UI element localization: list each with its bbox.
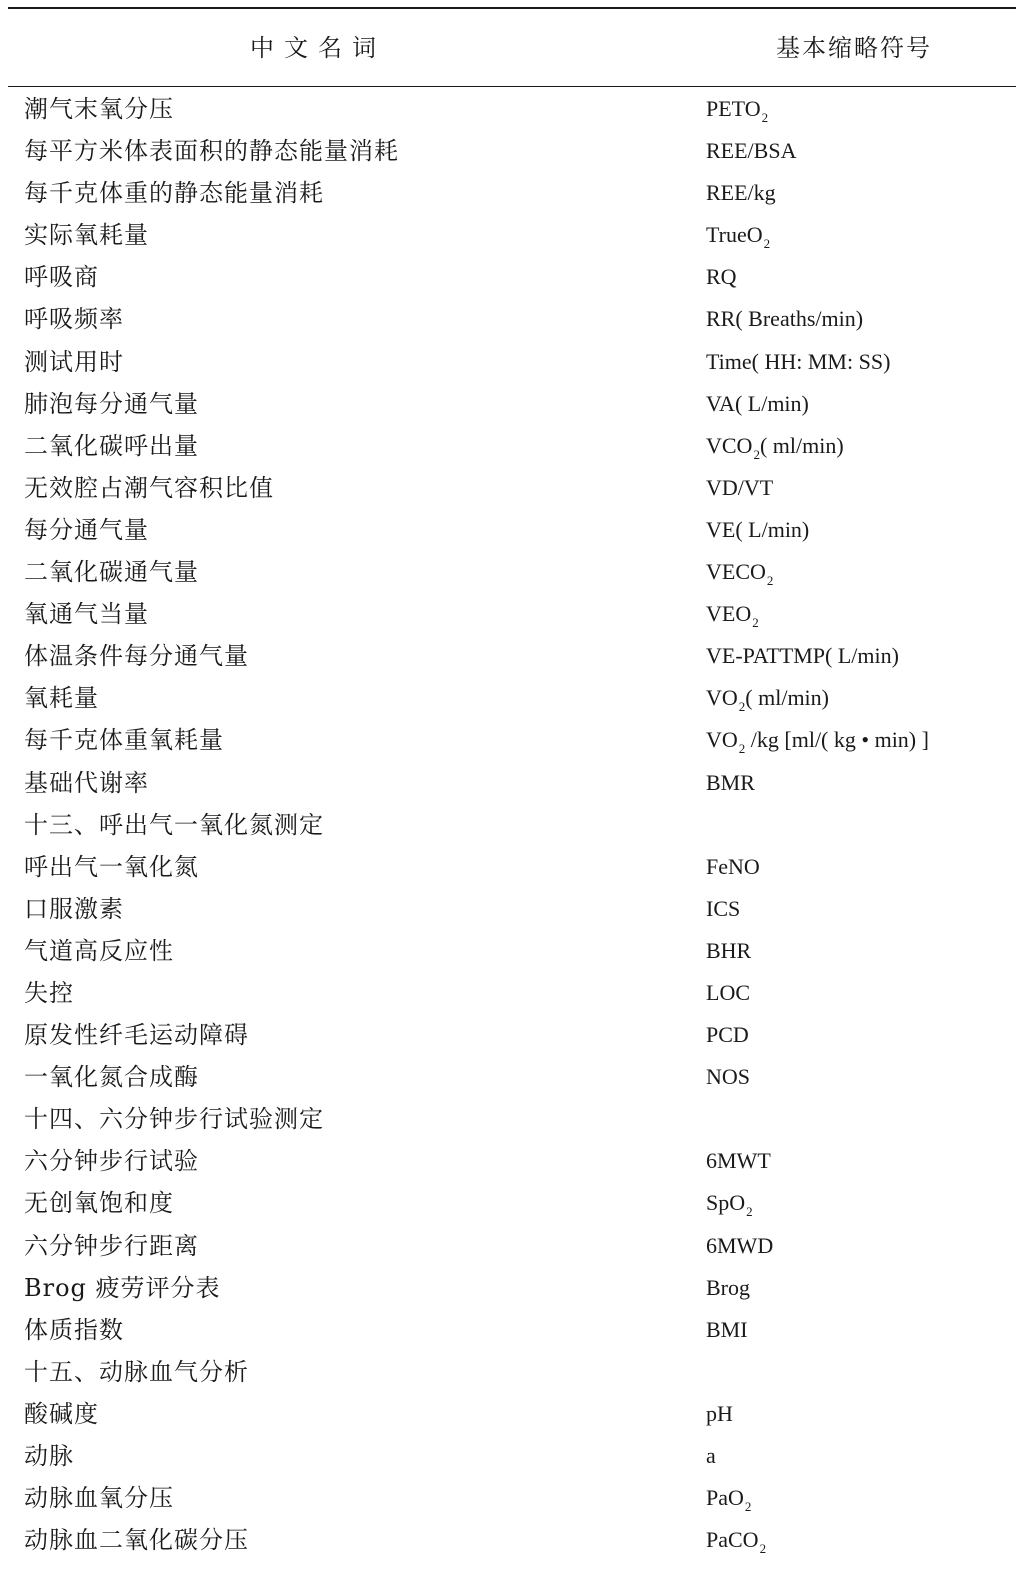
table-row [0, 1351, 1024, 1393]
abbreviation-main: TrueO [706, 222, 763, 248]
table-row [0, 130, 1024, 172]
abbreviation [706, 930, 751, 972]
abbreviation [706, 1477, 751, 1519]
chinese-term: 无效腔占潮气容积比值 [24, 473, 274, 502]
table-row [0, 1519, 1024, 1561]
abbreviation-main: FeNO [706, 853, 760, 879]
table-row [0, 635, 1024, 677]
abbreviation-main: ICS [706, 895, 741, 921]
abbreviation-subscript: 2 [753, 446, 760, 462]
chinese-term: 六分钟步行试验 [24, 1147, 199, 1176]
table-row [0, 846, 1024, 888]
abbreviation-main: VD/VT [706, 474, 774, 500]
table-row [0, 593, 1024, 635]
chinese-term: 原发性纤毛运动障碍 [24, 1021, 249, 1050]
table-row [0, 804, 1024, 846]
abbreviation-main: PCD [706, 1022, 749, 1048]
chinese-term: 气道高反应性 [24, 936, 174, 965]
chinese-term: 二氧化碳呼出量 [24, 431, 199, 460]
abbreviation-main: pH [706, 1400, 733, 1426]
abbreviation [706, 972, 750, 1014]
table-header-rule [8, 86, 1016, 87]
abbreviation-main: VEO [706, 601, 752, 627]
chinese-term: 二氧化碳通气量 [24, 558, 199, 587]
table-row [0, 1140, 1024, 1182]
table-row [0, 1393, 1024, 1435]
chinese-term: 氧通气当量 [24, 600, 149, 629]
table-row [0, 425, 1024, 467]
abbreviation-main: Time( HH: MM: SS) [706, 348, 891, 374]
abbreviation-main: BHR [706, 937, 752, 963]
abbreviation [706, 719, 929, 761]
chinese-term: 实际氧耗量 [24, 221, 149, 250]
table-row [0, 214, 1024, 256]
abbreviation [706, 383, 809, 425]
abbreviation [706, 1519, 766, 1561]
abbreviation-main: RQ [706, 264, 737, 290]
table-row [0, 383, 1024, 425]
table-top-rule [8, 7, 1016, 9]
abbreviation [706, 1393, 733, 1435]
abbreviation [706, 172, 776, 214]
abbreviation-main: SpO [706, 1190, 746, 1216]
abbreviation-main: REE/BSA [706, 138, 797, 164]
abbreviation [706, 1435, 716, 1477]
chinese-term: 潮气末氧分压 [24, 95, 174, 123]
chinese-term: 十三、呼出气一氧化氮测定 [24, 810, 324, 839]
chinese-term: 每分通气量 [24, 515, 149, 544]
abbreviation-subscript: 2 [738, 741, 746, 757]
abbreviation-main: BMI [706, 1316, 748, 1342]
chinese-term: 呼吸商 [24, 263, 99, 292]
abbreviation-subscript: 2 [759, 1541, 767, 1557]
table-row [0, 972, 1024, 1014]
chinese-term: 十四、六分钟步行试验测定 [24, 1105, 324, 1134]
chinese-term: 口服激素 [24, 894, 124, 923]
abbreviation-main: VE-PATTMP( L/min) [706, 643, 899, 669]
chinese-term: 十五、动脉血气分析 [24, 1357, 249, 1386]
table-row [0, 930, 1024, 972]
table-header [0, 26, 1024, 70]
table-row [0, 1098, 1024, 1140]
table-row [0, 1309, 1024, 1351]
abbreviation [706, 509, 809, 551]
table-row [0, 1477, 1024, 1519]
abbreviation-subscript: 2 [763, 236, 771, 252]
chinese-term: 呼出气一氧化氮 [24, 852, 199, 881]
chinese-term: 每千克体重的静态能量消耗 [24, 179, 324, 208]
chinese-term: 动脉 [24, 1442, 74, 1470]
table-row [0, 341, 1024, 383]
abbreviation-main: VA( L/min) [706, 390, 809, 416]
chinese-term: 肺泡每分通气量 [24, 389, 199, 418]
abbreviation-subscript: 2 [744, 1499, 752, 1515]
abbreviation [706, 1182, 753, 1224]
abbreviation-main: 6MWT [706, 1148, 771, 1174]
chinese-term: Brog 疲劳评分表 [24, 1273, 221, 1302]
table-row [0, 888, 1024, 930]
abbreviation-subscript: 2 [746, 1204, 753, 1220]
chinese-term: 体质指数 [24, 1315, 124, 1344]
abbreviation-main: RR( Breaths/min) [706, 306, 864, 332]
abbreviation [706, 888, 740, 930]
abbreviation [706, 677, 829, 719]
abbreviation [706, 425, 844, 467]
abbreviation-main: PaO [706, 1485, 744, 1511]
chinese-term: 测试用时 [24, 347, 124, 376]
abbreviation [706, 846, 760, 888]
abbreviation-main: a [706, 1443, 716, 1468]
abbreviation [706, 635, 899, 677]
chinese-term: 酸碱度 [24, 1399, 99, 1428]
table-row [0, 509, 1024, 551]
chinese-term: 无创氧饱和度 [24, 1189, 174, 1218]
abbreviation-main: VE( L/min) [706, 516, 810, 542]
abbreviation-main: NOS [706, 1064, 751, 1090]
abbreviation [706, 341, 890, 383]
abbreviation [706, 551, 773, 593]
abbreviation [706, 467, 773, 509]
chinese-term: 一氧化氮合成酶 [24, 1063, 199, 1092]
abbreviation-subscript: 2 [752, 615, 759, 631]
chinese-term: 基础代谢率 [24, 768, 149, 797]
table-row [0, 1182, 1024, 1224]
column-header-abbreviation: 基本缩略符号 [776, 34, 932, 62]
abbreviation-main: Brog [706, 1274, 750, 1300]
abbreviation [706, 1267, 750, 1309]
abbreviation [706, 1056, 750, 1098]
table-row [0, 1014, 1024, 1056]
chinese-term: 每平方米体表面积的静态能量消耗 [24, 137, 399, 166]
abbreviation-main: BMR [706, 769, 755, 795]
chinese-term: 动脉血氧分压 [24, 1484, 174, 1513]
abbreviation-suffix: ( ml/min) [745, 685, 829, 711]
table-row [0, 1056, 1024, 1098]
abbreviation [706, 762, 755, 804]
abbreviation-main: PaCO [706, 1527, 759, 1553]
abbreviation [706, 1014, 749, 1056]
chinese-term: 失控 [24, 978, 74, 1007]
table-row [0, 1225, 1024, 1267]
abbreviation-suffix: /kg [ml/( kg • min) ] [745, 727, 929, 753]
abbreviation-main: REE/kg [706, 180, 776, 206]
column-header-chinese-term: 中文名词 [250, 34, 386, 62]
abbreviation [706, 130, 796, 172]
abbreviation-main: VO [706, 727, 738, 753]
abbreviation-main: 6MWD [706, 1232, 774, 1258]
chinese-term: 体温条件每分通气量 [24, 642, 249, 671]
abbreviation-subscript: 2 [766, 573, 774, 589]
table-row [0, 677, 1024, 719]
table-body [0, 88, 1024, 1561]
table-row [0, 172, 1024, 214]
abbreviation [706, 298, 863, 340]
abbreviation-subscript: 2 [761, 110, 769, 125]
table-row [0, 719, 1024, 761]
abbreviation [706, 593, 759, 635]
abbreviation-main: VO [706, 685, 738, 711]
abbreviation-main: VCO [706, 432, 753, 458]
table-row [0, 762, 1024, 804]
chinese-term: 氧耗量 [24, 684, 99, 713]
table-row [0, 467, 1024, 509]
abbreviation [706, 256, 737, 298]
table-row [0, 298, 1024, 340]
abbreviation-suffix: ( ml/min) [759, 432, 844, 458]
abbreviation-main: PETO [706, 96, 761, 121]
chinese-term: 六分钟步行距离 [24, 1231, 199, 1260]
table-row [0, 88, 1024, 130]
table-row [0, 1267, 1024, 1309]
abbreviation-main: VECO [706, 559, 766, 585]
table-row [0, 1435, 1024, 1477]
abbreviation [706, 88, 768, 130]
chinese-term: 呼吸频率 [24, 305, 124, 334]
chinese-term: 每千克体重氧耗量 [24, 726, 224, 755]
chinese-term: 动脉血二氧化碳分压 [24, 1526, 249, 1555]
abbreviation [706, 214, 770, 256]
table-row [0, 256, 1024, 298]
abbreviation [706, 1225, 773, 1267]
abbreviation-main: LOC [706, 979, 750, 1005]
abbreviation-subscript: 2 [738, 699, 746, 715]
abbreviation [706, 1309, 748, 1351]
table-row [0, 551, 1024, 593]
abbreviation [706, 1140, 771, 1182]
